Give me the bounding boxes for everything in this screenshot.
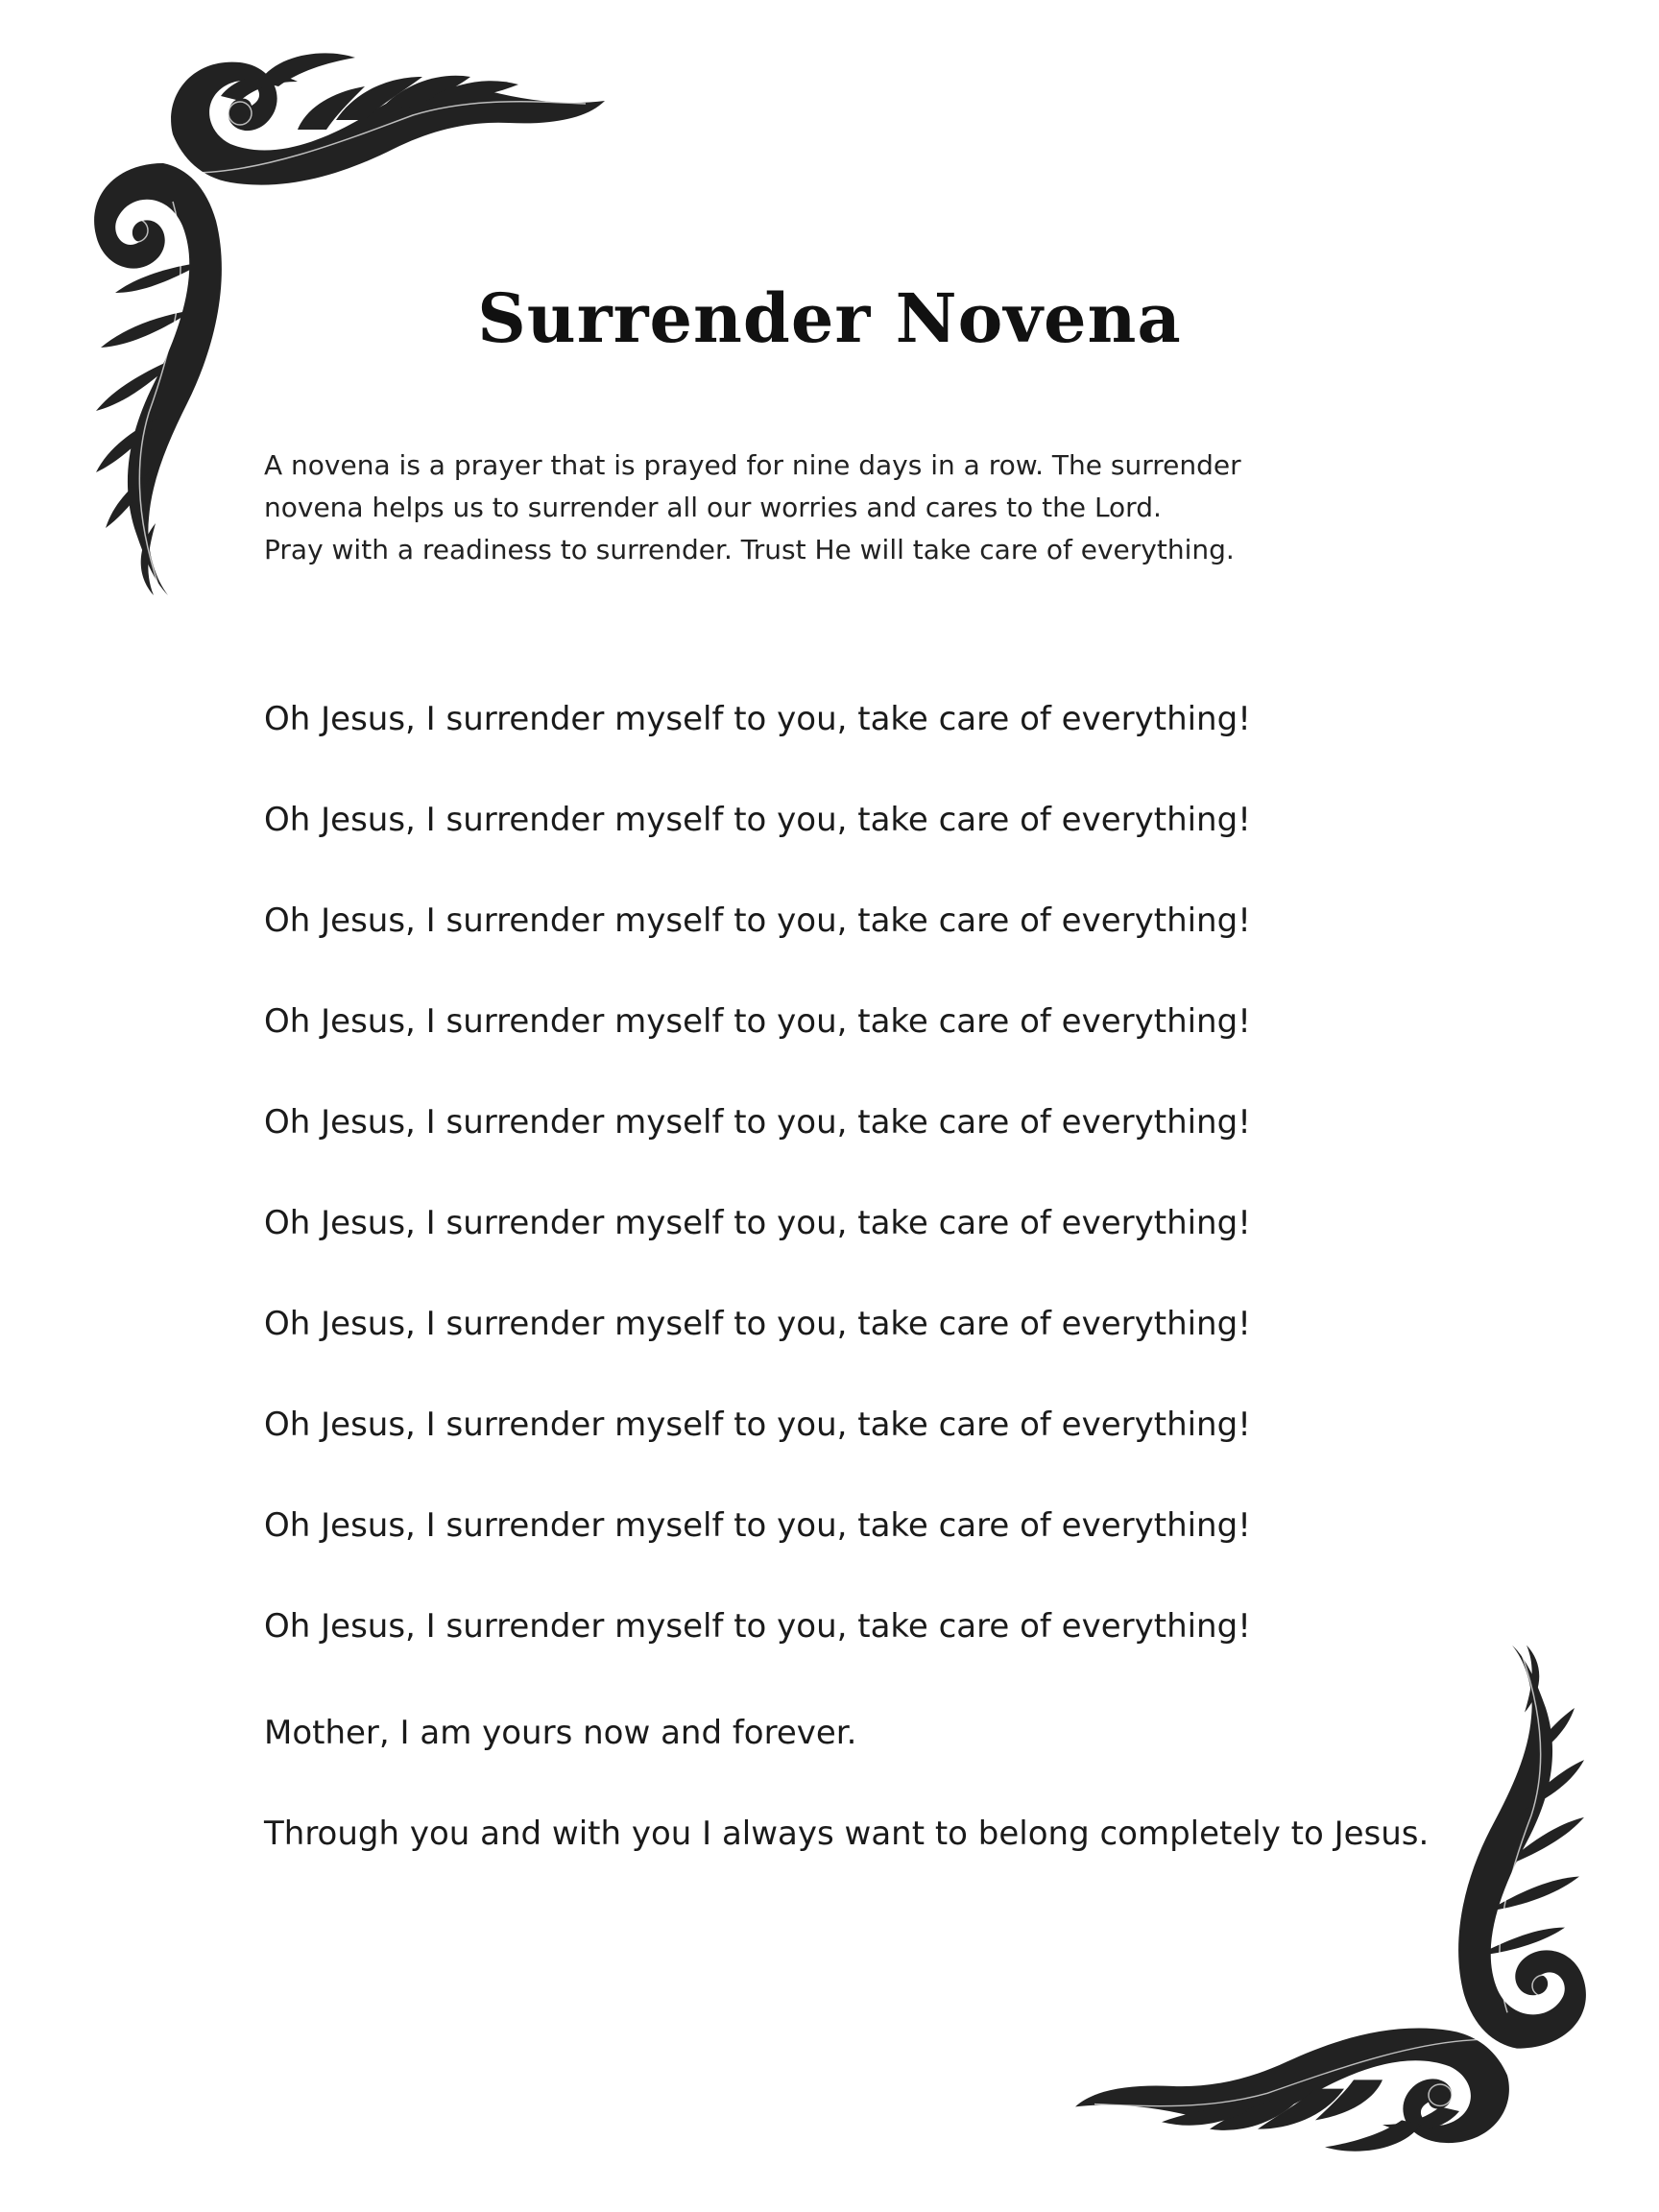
baroque-corner-ornament-bottom-right-icon: [1056, 1627, 1632, 2165]
closing-line-mother: Mother, I am yours now and forever.: [264, 1714, 857, 1752]
intro-line: Pray with a readiness to surrender. Trust He will take care of everything.: [264, 534, 1235, 565]
prayer-line: Oh Jesus, I surrender myself to you, take care of everything!: [264, 1002, 1251, 1041]
prayer-line: Oh Jesus, I surrender myself to you, take care of everything!: [264, 1103, 1251, 1142]
intro-line: novena helps us to surrender all our worries and cares to the Lord.: [264, 492, 1162, 523]
prayer-line: Oh Jesus, I surrender myself to you, take care of everything!: [264, 1204, 1251, 1242]
prayer-line: Oh Jesus, I surrender myself to you, take care of everything!: [264, 1607, 1251, 1646]
prayer-line: Oh Jesus, I surrender myself to you, take care of everything!: [264, 801, 1251, 839]
prayer-line: Oh Jesus, I surrender myself to you, take care of everything!: [264, 1406, 1251, 1444]
prayer-list: [264, 694, 1416, 1702]
prayer-line: Oh Jesus, I surrender myself to you, take care of everything!: [264, 1305, 1251, 1343]
intro-paragraph: [264, 445, 1493, 571]
prayer-line: Oh Jesus, I surrender myself to you, take care of everything!: [264, 1506, 1251, 1545]
page-title: Surrender Novena: [477, 278, 1182, 358]
prayer-line: Oh Jesus, I surrender myself to you, take care of everything!: [264, 902, 1251, 940]
intro-line: A novena is a prayer that is prayed for nine days in a row. The surrender: [264, 449, 1241, 481]
prayer-line: Oh Jesus, I surrender myself to you, take care of everything!: [264, 700, 1251, 738]
closing-line-jesus: Through you and with you I always want to belong completely to Jesus.: [264, 1815, 1430, 1853]
